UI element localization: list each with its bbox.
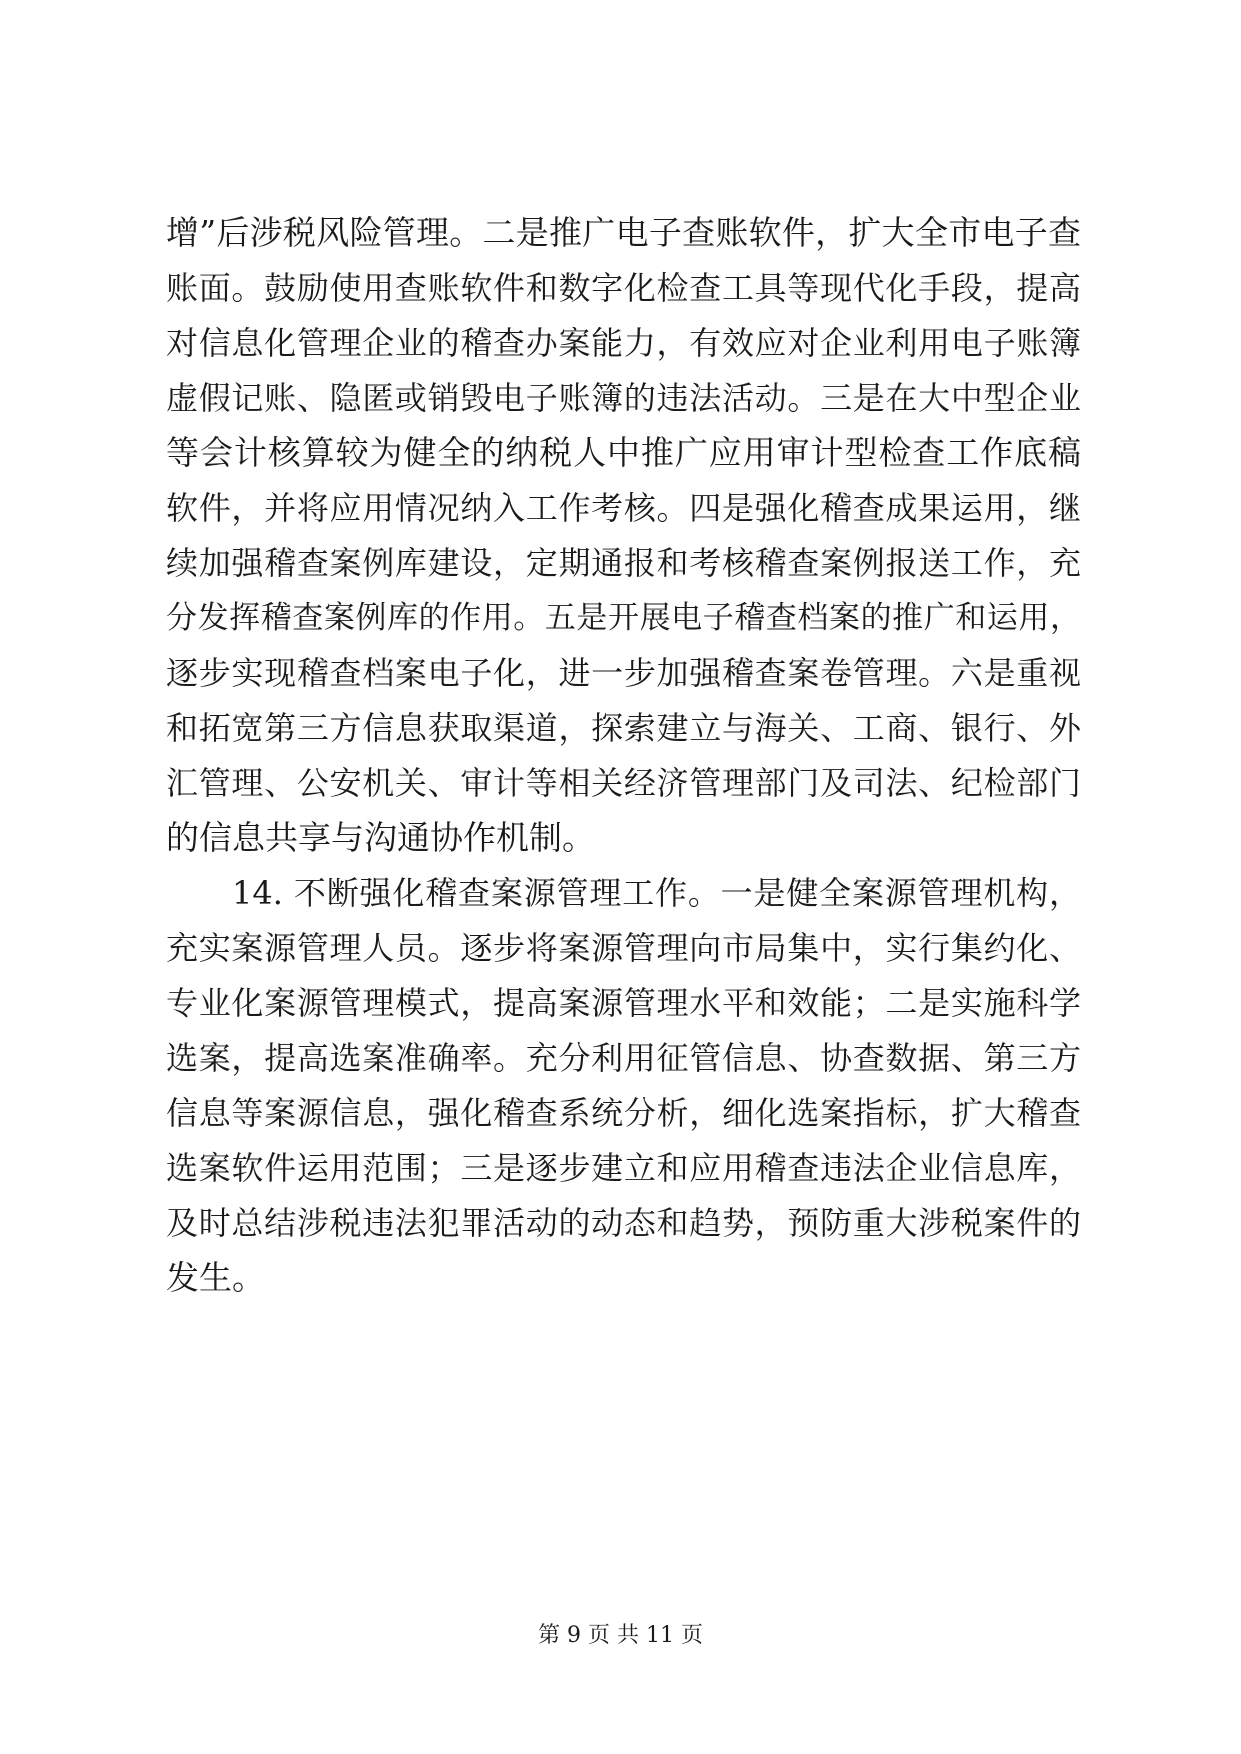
paragraph-line: 专业化案源管理模式，提高案源管理水平和效能；二是实施科学	[166, 984, 1081, 1022]
paragraph-line: 及时总结涉税违法犯罪活动的动态和趋势，预防重大涉税案件的	[166, 1204, 1081, 1242]
paragraph-line: 汇管理、公安机关、审计等相关经济管理部门及司法、纪检部门	[166, 764, 1081, 802]
paragraph-line: 对信息化管理企业的稽查办案能力，有效应对企业利用电子账簿	[166, 324, 1081, 362]
paragraph-line: 选案软件运用范围；三是逐步建立和应用稽查违法企业信息库，	[166, 1149, 1081, 1187]
paragraph-line: 增”后涉税风险管理。二是推广电子查账软件，扩大全市电子查	[166, 213, 1081, 252]
paragraph-line: 软件，并将应用情况纳入工作考核。四是强化稽查成果运用，继	[166, 489, 1081, 527]
paragraph-line: 14. 不断强化稽查案源管理工作。一是健全案源管理机构，	[232, 874, 1081, 912]
paragraph-line: 账面。鼓励使用查账软件和数字化检查工具等现代化手段，提高	[166, 269, 1081, 307]
paragraph-line: 信息等案源信息，强化稽查系统分析，细化选案指标，扩大稽查	[166, 1094, 1081, 1132]
paragraph-line: 发生。	[166, 1258, 265, 1297]
paragraph-line: 虚假记账、隐匿或销毁电子账簿的违法活动。三是在大中型企业	[166, 379, 1081, 417]
paragraph-line: 等会计核算较为健全的纳税人中推广应用审计型检查工作底稿	[166, 433, 1081, 472]
paragraph-line: 分发挥稽查案例库的作用。五是开展电子稽查档案的推广和运用，	[166, 600, 1081, 636]
paragraph-line: 续加强稽查案例库建设，定期通报和考核稽查案例报送工作，充	[166, 544, 1081, 582]
paragraph-line: 逐步实现稽查档案电子化，进一步加强稽查案卷管理。六是重视	[166, 654, 1081, 692]
page-number-footer: 第 9 页 共 11 页	[538, 1623, 703, 1648]
paragraph-line: 充实案源管理人员。逐步将案源管理向市局集中，实行集约化、	[166, 929, 1081, 967]
paragraph-line: 选案，提高选案准确率。充分利用征管信息、协查数据、第三方	[166, 1039, 1081, 1077]
paragraph-line: 和拓宽第三方信息获取渠道，探索建立与海关、工商、银行、外	[166, 709, 1081, 747]
paragraph-line: 的信息共享与沟通协作机制。	[166, 818, 595, 857]
